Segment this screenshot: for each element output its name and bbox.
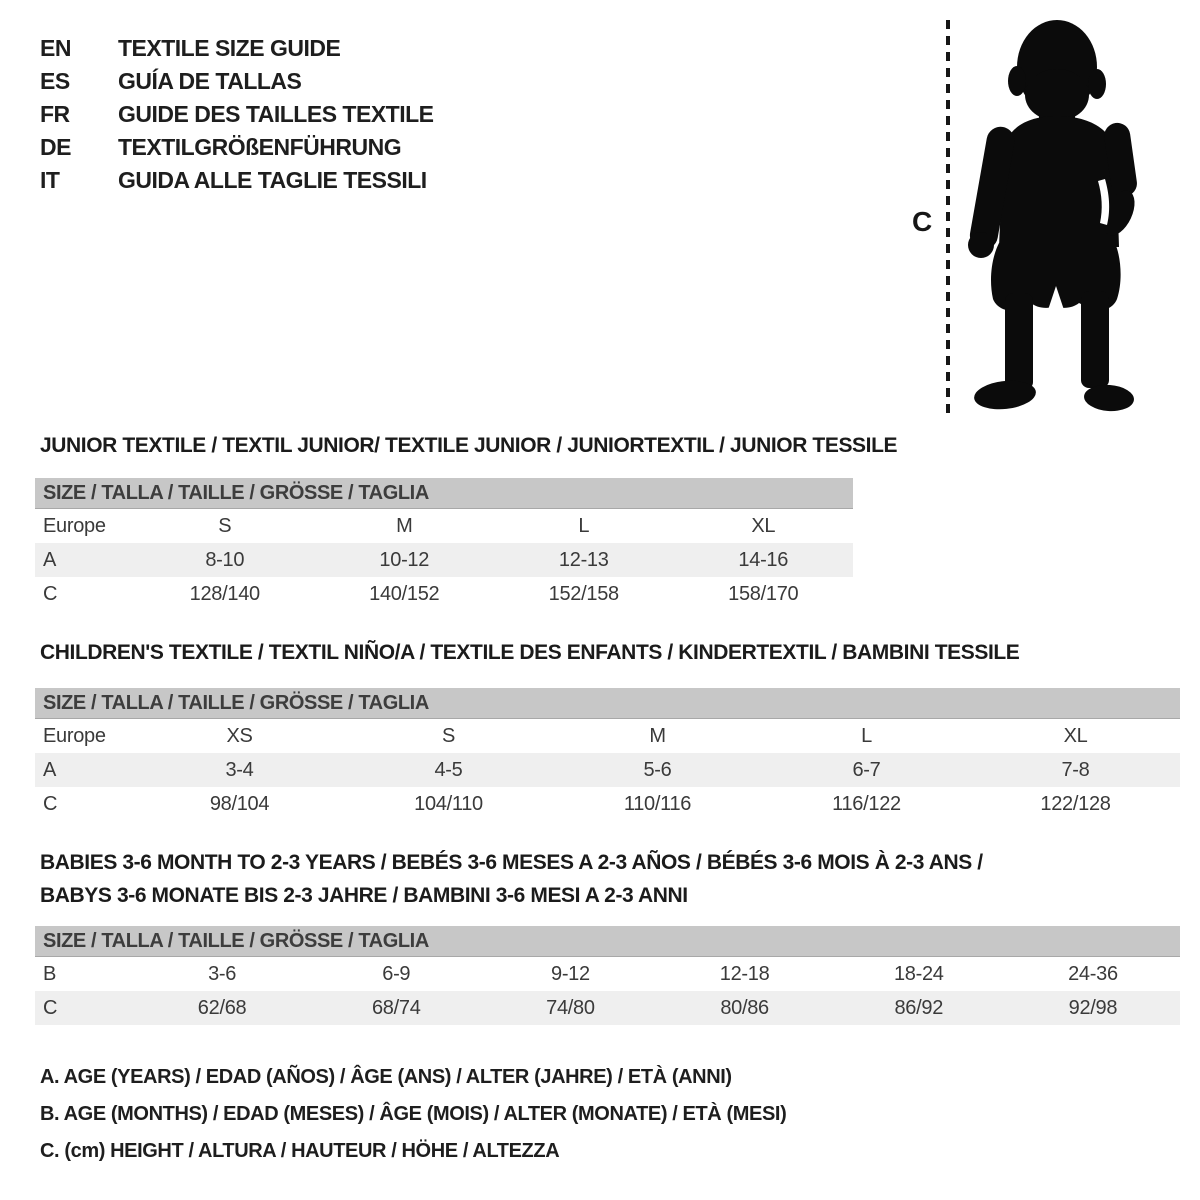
size-cell: 80/86 [720, 996, 769, 1019]
size-cell: 68/74 [371, 996, 421, 1019]
table-row-height-cm [35, 787, 1180, 821]
size-cell: 122/128 [1040, 792, 1111, 815]
legend-line-c: C. (cm) HEIGHT / ALTURA / HAUTEUR / HÖHE / ALTEZZA [40, 1140, 560, 1162]
size-cell: 3-6 [208, 962, 237, 985]
size-cell: M [396, 514, 413, 537]
row-label: A [43, 548, 57, 571]
children-section-heading: CHILDREN'S TEXTILE / TEXTIL NIÑO/A / TEXTILE DES ENFANTS / KINDERTEXTIL / BAMBINI TESSILE [40, 641, 1020, 664]
size-cell: 140/152 [369, 582, 440, 605]
table-row-age-years [35, 543, 853, 577]
row-label: Europe [43, 724, 106, 747]
size-cell: L [861, 724, 872, 747]
size-cell: 158/170 [728, 582, 799, 605]
size-cell: 5-6 [643, 758, 672, 781]
size-cell: S [441, 724, 456, 747]
row-label: B [43, 962, 57, 985]
size-cell: 62/68 [197, 996, 247, 1019]
junior-size-table [35, 478, 853, 611]
legend-line-a: A. AGE (YEARS) / EDAD (AÑOS) / ÂGE (ANS) / ALTER (JAHRE) / ETÀ (ANNI) [40, 1066, 732, 1088]
junior-section-heading: JUNIOR TEXTILE / TEXTIL JUNIOR/ TEXTILE JUNIOR / JUNIORTEXTIL / JUNIOR TESSILE [40, 434, 898, 457]
lang-code: DE [40, 134, 71, 160]
size-cell: 14-16 [738, 548, 789, 571]
size-cell: 8-10 [205, 548, 245, 571]
size-cell: 86/92 [894, 996, 944, 1019]
size-cell: 3-4 [225, 758, 254, 781]
row-label: A [43, 758, 57, 781]
lang-code: ES [40, 68, 70, 94]
table-row-height-cm [35, 991, 1180, 1025]
lang-row-en [40, 32, 434, 65]
size-cell: 110/116 [623, 792, 692, 815]
language-title-list [40, 32, 434, 197]
lang-row-es [40, 65, 434, 98]
lang-row-de [40, 131, 434, 164]
lang-title: TEXTILGRÖßENFÜHRUNG [118, 134, 402, 160]
size-cell: M [649, 724, 666, 747]
children-size-table [35, 688, 1180, 821]
table-row-height-cm [35, 577, 853, 611]
size-cell: 9-12 [551, 962, 590, 985]
lang-title: GUIDE DES TAILLES TEXTILE [118, 101, 434, 127]
size-cell: XL [1063, 724, 1088, 747]
size-cell: 92/98 [1068, 996, 1118, 1019]
lang-title: GUÍA DE TALLAS [118, 68, 302, 94]
size-cell: 6-9 [382, 962, 411, 985]
row-label: C [43, 582, 58, 605]
lang-title: GUIDA ALLE TAGLIE TESSILI [118, 167, 427, 193]
babies-size-table [35, 926, 1180, 1025]
size-cell: 98/104 [209, 792, 270, 815]
table-row-age-months [35, 957, 1180, 991]
size-cell: 116/122 [832, 792, 901, 815]
lang-code: EN [40, 35, 71, 61]
lang-row-it [40, 164, 434, 197]
size-cell: 152/158 [548, 582, 619, 605]
babies-section-heading-line2: BABYS 3-6 MONATE BIS 2-3 JAHRE / BAMBINI 3-6 MESI A 2-3 ANNI [40, 884, 688, 907]
junior-table-size-header: SIZE / TALLA / TAILLE / GRÖSSE / TAGLIA [35, 478, 853, 509]
toddler-silhouette-image [965, 15, 1145, 420]
size-cell: 6-7 [852, 758, 881, 781]
row-label: Europe [43, 514, 106, 537]
row-label: C [43, 996, 58, 1019]
size-cell: 12-13 [558, 548, 609, 571]
table-row-europe [35, 719, 1180, 753]
children-table-size-header: SIZE / TALLA / TAILLE / GRÖSSE / TAGLIA [35, 688, 1180, 719]
lang-row-fr [40, 98, 434, 131]
babies-table-size-header: SIZE / TALLA / TAILLE / GRÖSSE / TAGLIA [35, 926, 1180, 957]
measurement-legend [40, 1066, 786, 1177]
height-measure-label: C [912, 206, 933, 237]
size-cell: 7-8 [1061, 758, 1090, 781]
lang-code: IT [40, 167, 60, 193]
legend-line-b: B. AGE (MONTHS) / EDAD (MESES) / ÂGE (MOIS) / ALTER (MONATE) / ETÀ (MESI) [40, 1103, 787, 1125]
size-cell: XS [226, 724, 253, 747]
size-cell: 18-24 [893, 962, 944, 985]
size-cell: XL [751, 514, 776, 537]
table-row-europe [35, 509, 853, 543]
lang-title: TEXTILE SIZE GUIDE [118, 35, 341, 61]
size-cell: S [218, 514, 232, 537]
size-cell: 4-5 [434, 758, 463, 781]
size-cell: 12-18 [719, 962, 770, 985]
size-cell: 104/110 [414, 792, 483, 815]
size-cell: L [578, 514, 590, 537]
size-cell: 24-36 [1068, 962, 1118, 985]
table-row-age-years [35, 753, 1180, 787]
size-cell: 10-12 [379, 548, 430, 571]
row-label: C [43, 792, 58, 815]
height-measure-dashed-line [946, 20, 950, 418]
babies-section-heading-line1: BABIES 3-6 MONTH TO 2-3 YEARS / BEBÉS 3-6 MESES A 2-3 AÑOS / BÉBÉS 3-6 MOIS À 2-3 ANS / [40, 851, 983, 874]
size-cell: 128/140 [189, 582, 260, 605]
lang-code: FR [40, 101, 70, 127]
size-cell: 74/80 [546, 996, 595, 1019]
